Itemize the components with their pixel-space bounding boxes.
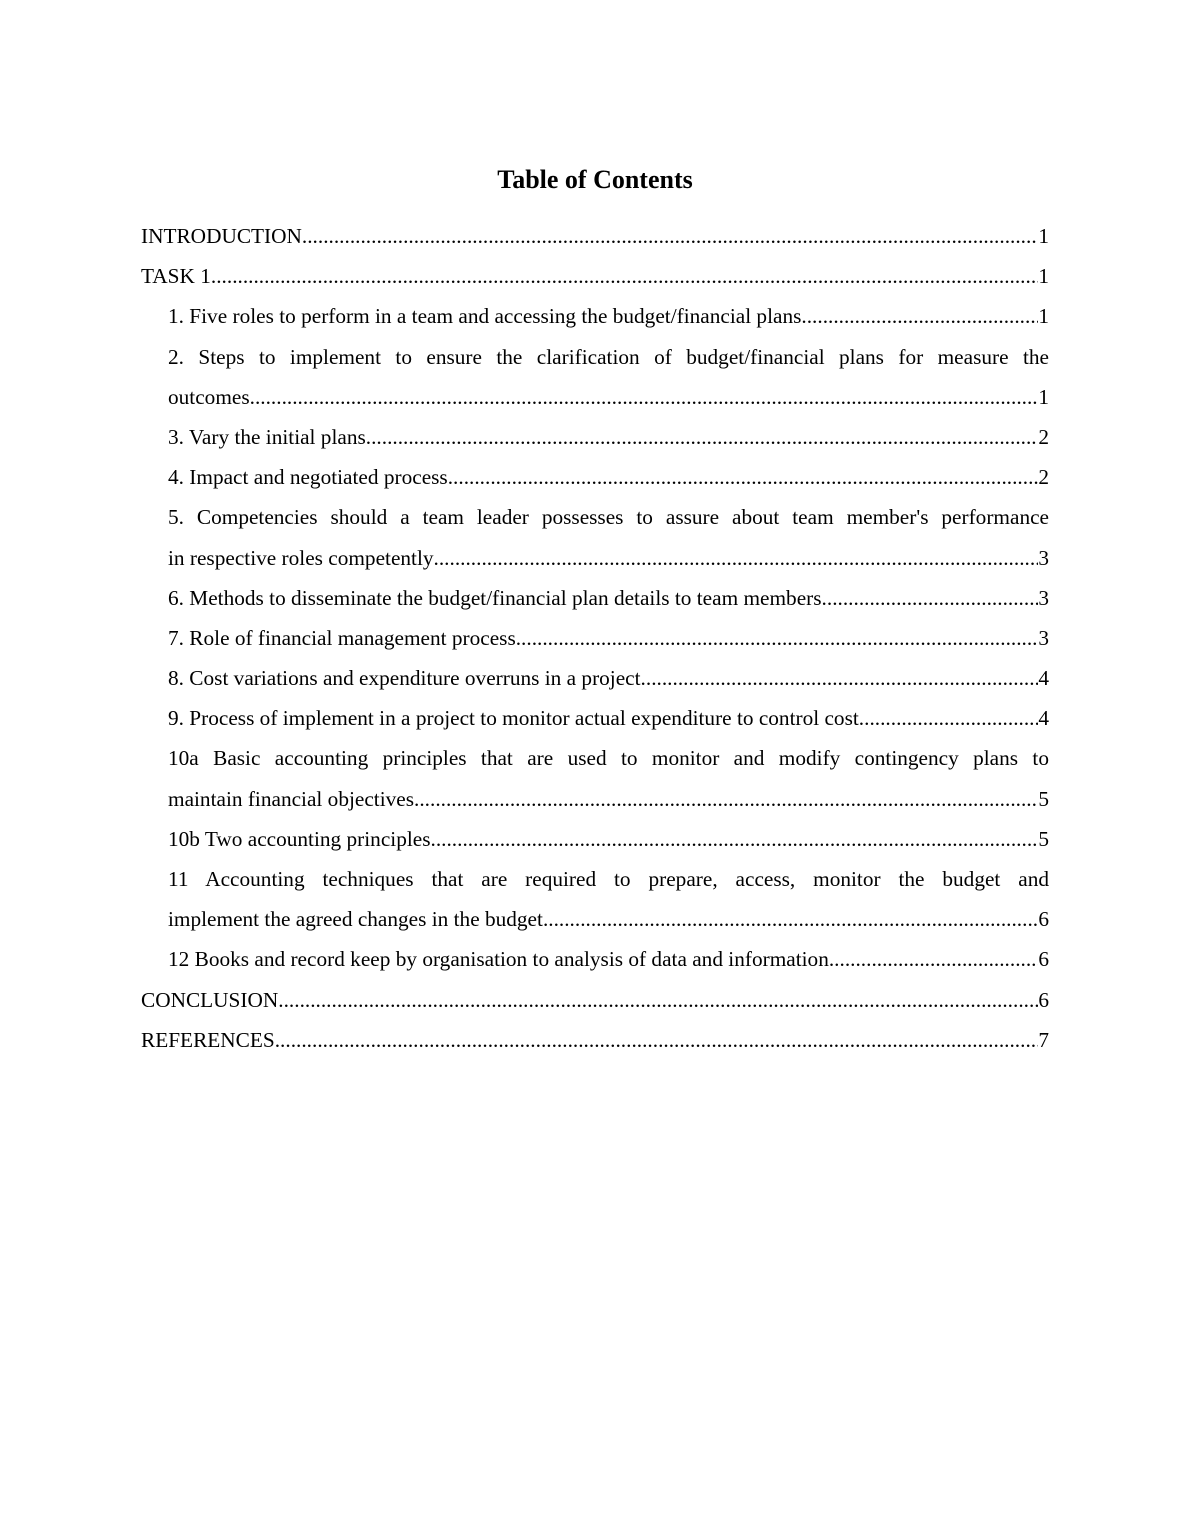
dot-leader <box>801 296 1038 336</box>
dot-leader <box>543 899 1038 939</box>
toc-entry-1[interactable] <box>141 296 1049 336</box>
toc-entry-title: 12 Books and record keep by organisation to analysis of data and information <box>168 947 829 972</box>
toc-page-number: 1 <box>1038 264 1049 289</box>
toc-entry-title: 3. Vary the initial plans <box>168 424 366 449</box>
dot-leader <box>859 698 1039 738</box>
toc-entry-5[interactable] <box>141 497 1049 577</box>
toc-page-number: 1 <box>1038 384 1049 409</box>
toc-entry-3[interactable] <box>141 417 1049 457</box>
toc-entry-title: 4. Impact and negotiated process <box>168 465 448 490</box>
dot-leader <box>829 939 1039 979</box>
toc-entry-introduction[interactable] <box>141 216 1049 256</box>
dot-leader <box>250 377 1039 417</box>
toc-entry-title: CONCLUSION <box>141 987 279 1012</box>
dot-leader <box>414 779 1038 819</box>
toc-entry-title-line1: 11 Accounting techniques that are required to prepare, access, monitor the budget and <box>168 867 1049 891</box>
dot-leader <box>448 457 1039 497</box>
toc-entry-title-line1: 5. Competencies should a team leader possesses to assure about team member's performance <box>168 505 1049 530</box>
toc-page-number: 1 <box>1038 224 1049 248</box>
toc-page-number: 5 <box>1038 826 1049 851</box>
toc-entry-title: 1. Five roles to perform in a team and accessing the budget/financial plans <box>168 304 802 329</box>
toc-entry-6[interactable] <box>141 578 1049 618</box>
toc-entry-title: 7. Role of financial management process <box>168 625 516 650</box>
toc-entry-task-1[interactable] <box>141 256 1049 296</box>
toc-entry-title: 8. Cost variations and expenditure overruns in a project <box>168 666 641 691</box>
page-title: Table of Contents <box>497 165 693 194</box>
toc-entry-title-line1: 2. Steps to implement to ensure the clarification of budget/financial plans for measure the <box>168 344 1049 369</box>
toc-entry-title: TASK 1 <box>141 264 211 289</box>
toc-page-number: 6 <box>1038 907 1049 932</box>
toc-entry-title-line1: 10a Basic accounting principles that are used to monitor and modify contingency plans to <box>168 746 1049 771</box>
dot-leader <box>431 819 1039 859</box>
toc-entry-title: 6. Methods to disseminate the budget/financial plan details to team members <box>168 585 822 610</box>
toc-page-number: 3 <box>1038 625 1049 650</box>
toc-entry-title: outcomes <box>168 384 250 409</box>
dot-leader <box>516 618 1039 658</box>
toc-page-number: 6 <box>1038 987 1049 1012</box>
toc-page-number: 2 <box>1038 424 1049 449</box>
toc-list <box>141 216 1049 1060</box>
dot-leader <box>641 658 1039 698</box>
dot-leader <box>434 538 1039 578</box>
toc-entry-8[interactable] <box>141 658 1049 698</box>
toc-entry-title: INTRODUCTION <box>141 224 302 248</box>
toc-entry-title: REFERENCES <box>141 1027 275 1052</box>
toc-entry-4[interactable] <box>141 457 1049 497</box>
toc-entry-12[interactable] <box>141 939 1049 979</box>
toc-page-number: 2 <box>1038 465 1049 490</box>
toc-entry-2[interactable] <box>141 337 1049 417</box>
toc-page-number: 5 <box>1038 786 1049 811</box>
toc-entry-10b[interactable] <box>141 819 1049 859</box>
dot-leader <box>822 578 1039 618</box>
dot-leader <box>278 980 1038 1020</box>
toc-entry-title: in respective roles competently <box>168 545 434 570</box>
toc-page-number: 1 <box>1038 304 1049 329</box>
toc-page-number: 3 <box>1038 585 1049 610</box>
toc-page-number: 4 <box>1038 666 1049 691</box>
toc-page-number: 4 <box>1038 706 1049 731</box>
toc-entry-references[interactable] <box>141 1020 1049 1060</box>
toc-page-number: 3 <box>1038 545 1049 570</box>
dot-leader <box>366 417 1039 457</box>
dot-leader <box>302 216 1038 256</box>
toc-entry-9[interactable] <box>141 698 1049 738</box>
toc-entry-title: implement the agreed changes in the budget <box>168 907 543 932</box>
dot-leader <box>211 256 1038 296</box>
toc-page-number: 6 <box>1038 947 1049 972</box>
toc-entry-conclusion[interactable] <box>141 980 1049 1020</box>
toc-entry-title: 9. Process of implement in a project to monitor actual expenditure to control cost <box>168 706 859 731</box>
toc-entry-11[interactable] <box>141 859 1049 939</box>
toc-entry-title: maintain financial objectives <box>168 786 415 811</box>
toc-entry-10a[interactable] <box>141 738 1049 818</box>
toc-entry-7[interactable] <box>141 618 1049 658</box>
dot-leader <box>275 1020 1039 1060</box>
toc-entry-title: 10b Two accounting principles <box>168 826 431 851</box>
toc-page-number: 7 <box>1038 1027 1049 1052</box>
